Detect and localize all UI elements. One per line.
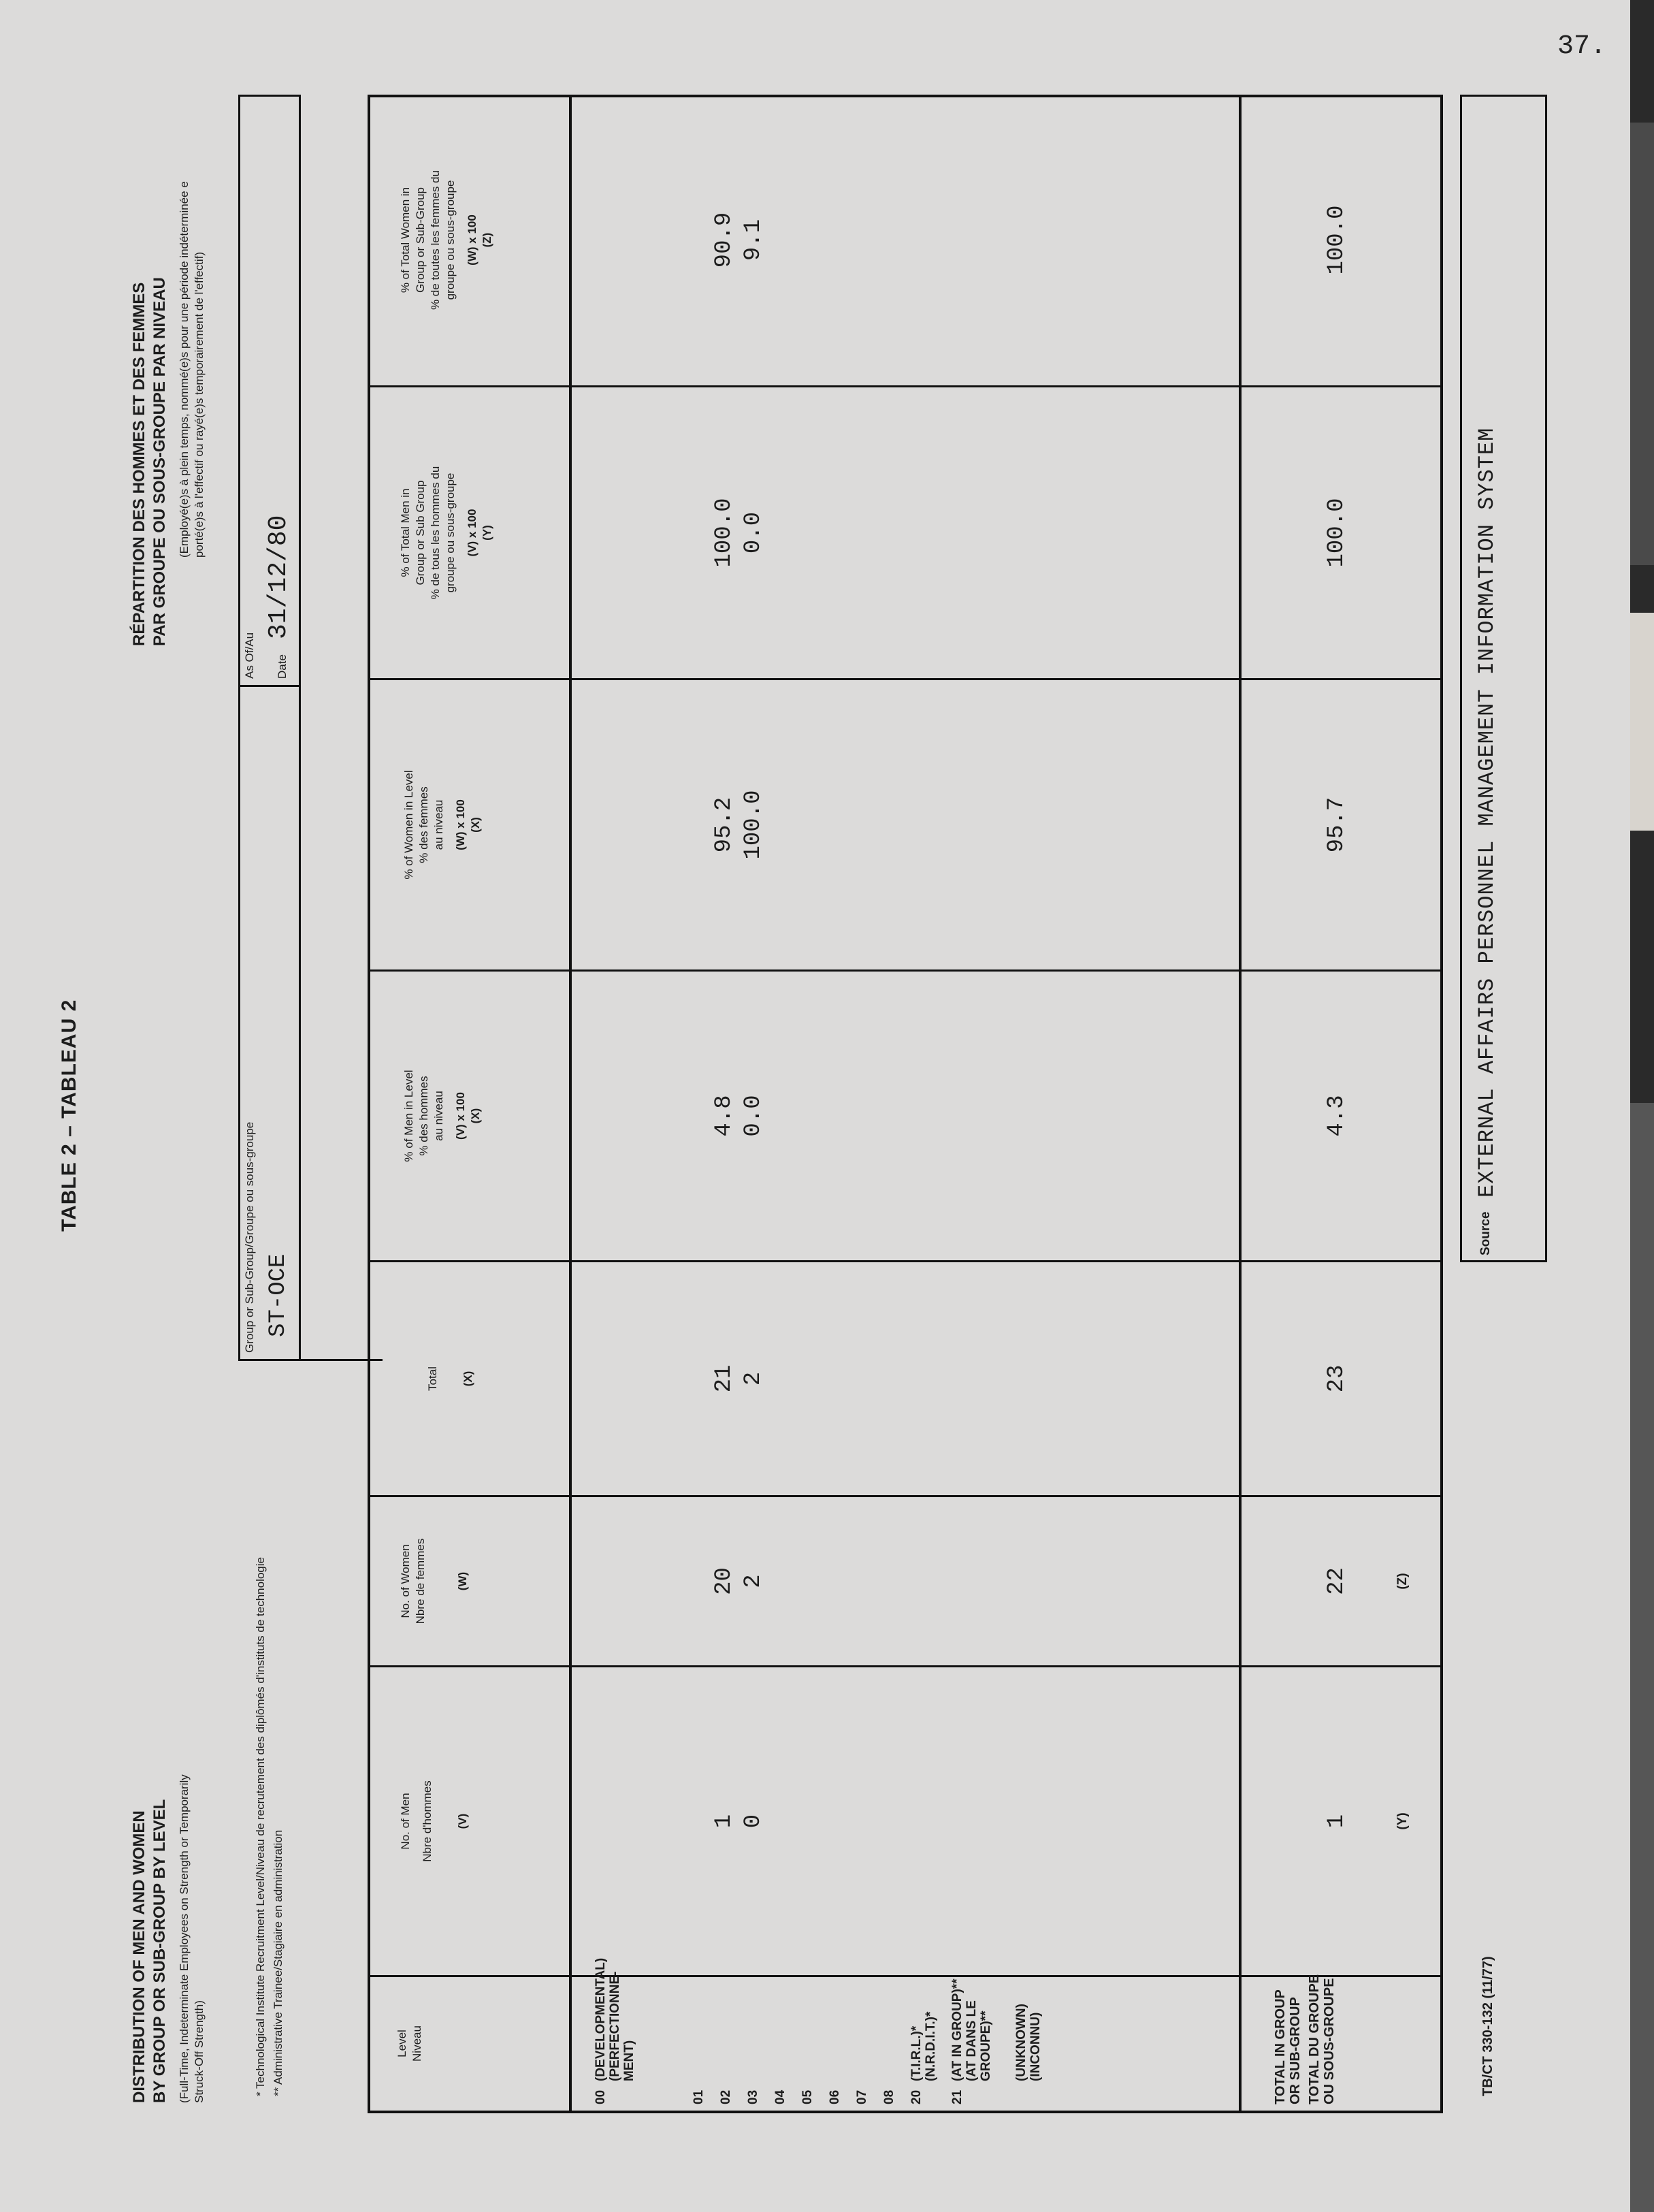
level-label: MENT) — [622, 2040, 636, 2081]
box-divider — [238, 685, 301, 687]
header-formula: (Z) — [481, 232, 493, 248]
totals-label-line: TOTAL DU GROUPE — [1307, 1974, 1322, 2104]
binder-edge — [1630, 0, 1654, 2212]
header-pct-total-men — [398, 387, 495, 678]
header-men — [398, 1667, 470, 1975]
level-label: (DEVELOPMENTAL) — [594, 1957, 608, 2081]
binder-tab-lower — [1630, 1103, 1654, 2212]
heading-en-line: BY GROUP OR SUB-GROUP BY LEVEL — [150, 1799, 169, 2103]
header-formula: (V) x 100 — [454, 1092, 467, 1140]
header-text: No. of Men — [399, 1793, 412, 1850]
subheading-fr — [177, 181, 207, 558]
level-code: 00 — [594, 2089, 608, 2104]
row03-pct-total-men: 0.0 — [741, 511, 766, 554]
total-women-letter: (Z) — [1395, 1573, 1410, 1590]
asof-label: As Of/Au — [243, 632, 256, 679]
date-label: Date — [276, 654, 289, 679]
date-value: 31/12/80 — [264, 515, 293, 639]
header-text: groupe ou sous-groupe — [444, 180, 457, 300]
form-number: TB/CT 330-132 (11/77) — [1480, 1956, 1495, 2096]
total-pct-total-men: 100.0 — [1324, 498, 1350, 568]
source-value: EXTERNAL AFFAIRS PERSONNEL MANAGEMENT INFORMATION SYSTEM — [1474, 427, 1499, 1198]
level-label: (UNKNOWN) — [1014, 2004, 1028, 2081]
level-07: 07 — [855, 2089, 869, 2104]
totals-label-line: OU SOUS-GROUPE — [1322, 1978, 1337, 2104]
level-label: (PERFECTIONNE- — [608, 1971, 622, 2081]
distribution-table — [368, 95, 1443, 2113]
total-women: 22 — [1324, 1567, 1350, 1595]
column-divider — [368, 678, 1443, 680]
level-20 — [909, 2011, 938, 2104]
level-unknown — [1014, 2004, 1043, 2081]
header-pct-women-level — [402, 680, 483, 969]
level-01: 01 — [692, 2089, 706, 2104]
header-letter: (W) — [456, 1571, 469, 1591]
level-04: 04 — [773, 2089, 788, 2104]
source-box — [1460, 95, 1547, 1262]
header-text: Group or Sub-Group — [414, 187, 427, 293]
row02-pct-women-level: 95.2 — [711, 797, 737, 853]
footnote-at: ** Administrative Trainee/Stagiaire en administration — [272, 1829, 285, 2096]
column-divider — [368, 1495, 1443, 1497]
level-02: 02 — [719, 2089, 733, 2104]
header-text: % of Total Men in — [399, 488, 412, 577]
header-text: Level — [395, 2030, 408, 2057]
column-divider — [368, 1260, 1443, 1262]
level-label: (AT IN GROUP)** — [950, 1978, 964, 2081]
header-text: Nbre d'hommes — [421, 1780, 434, 1862]
total-pct-women-level: 95.7 — [1324, 797, 1350, 853]
header-text: Niveau — [410, 2025, 423, 2062]
row02-pct-total-men: 100.0 — [711, 498, 737, 568]
header-level — [395, 1977, 425, 2110]
heading-en-line: DISTRIBUTION OF MEN AND WOMEN — [130, 1810, 148, 2103]
level-code: 20 — [909, 2089, 924, 2104]
heading-en — [129, 1799, 170, 2103]
level-label: (AT DANS LE — [964, 2000, 979, 2081]
header-women — [398, 1497, 470, 1665]
header-text: % de tous les hommes du — [429, 466, 442, 600]
total-men: 1 — [1324, 1814, 1350, 1829]
subheading-fr-line: porté(e)s à l'effectif ou rayé(e)s temporairement de l'effectif) — [193, 251, 206, 558]
level-code: 21 — [950, 2089, 964, 2104]
totals-label — [1273, 1974, 1337, 2104]
level-05: 05 — [800, 2089, 815, 2104]
header-text: Total — [426, 1366, 439, 1391]
level-label: (N.R.D.I.T.)* — [924, 2011, 938, 2081]
header-text: groupe ou sous-groupe — [444, 472, 457, 593]
table-title: TABLE 2 – TABLEAU 2 — [58, 999, 80, 1232]
header-letter: (V) — [456, 1813, 469, 1829]
header-divider — [569, 95, 572, 2113]
totals-label-line: OR SUB-GROUP — [1288, 1997, 1303, 2104]
header-text: % des femmes — [417, 786, 430, 863]
totals-label-line: TOTAL IN GROUP — [1273, 1989, 1288, 2104]
header-formula: (V) x 100 — [466, 509, 479, 557]
row02-women: 20 — [711, 1567, 737, 1595]
level-21 — [950, 1978, 993, 2104]
header-text: au niveau — [432, 799, 445, 850]
subheading-en-line: Struck-Off Strength) — [193, 2000, 206, 2103]
header-formula: (W) x 100 — [454, 799, 467, 850]
row02-pct-total-women: 90.9 — [711, 212, 737, 268]
totals-divider — [1239, 95, 1242, 2113]
header-text: au niveau — [432, 1091, 445, 1141]
header-formula: (Y) — [481, 525, 493, 541]
row03-women: 2 — [741, 1574, 766, 1588]
level-03: 03 — [746, 2089, 760, 2104]
row02-men: 1 — [711, 1814, 737, 1829]
total-total: 23 — [1324, 1364, 1350, 1393]
header-formula: (X) — [469, 817, 482, 833]
header-text: Group or Sub Group — [414, 480, 427, 586]
column-divider — [368, 1665, 1443, 1667]
subheading-en — [177, 1774, 207, 2103]
footnote-tirl: * Technological Institute Recruitment Level/Niveau de recrutement des diplômés d'instituts de technologie — [254, 1557, 267, 2096]
level-label: GROUPE)** — [979, 2010, 993, 2081]
heading-fr — [129, 277, 170, 646]
header-text: No. of Women — [399, 1544, 412, 1618]
level-label: (INCONNU) — [1028, 2012, 1043, 2081]
row03-pct-women-level: 100.0 — [741, 790, 766, 860]
subheading-fr-line: (Employé(e)s à plein temps, nommé(e)s pour une période indéterminée e — [178, 181, 191, 558]
paper-tab — [1630, 613, 1654, 831]
heading-fr-line: PAR GROUPE OU SOUS-GROUPE PAR NIVEAU — [150, 277, 169, 646]
group-value: ST-OCE — [265, 1253, 291, 1337]
level-08: 08 — [882, 2089, 896, 2104]
header-formula: (W) x 100 — [466, 214, 479, 266]
heading-fr-line: RÉPARTITION DES HOMMES ET DES FEMMES — [130, 282, 148, 646]
header-pct-total-women — [398, 95, 495, 385]
header-formula: (X) — [469, 1108, 482, 1124]
level-label: (T.I.R.L.)* — [909, 2025, 924, 2081]
header-pct-men-level — [402, 972, 483, 1260]
row03-pct-men-level: 0.0 — [741, 1095, 766, 1137]
binder-tab — [1630, 123, 1654, 565]
column-divider — [368, 969, 1443, 972]
row03-total: 2 — [741, 1371, 766, 1386]
row03-pct-total-women: 9.1 — [741, 219, 766, 261]
source-label: Source — [1478, 1211, 1493, 1255]
group-label: Group or Sub-Group/Groupe ou sous-groupe — [243, 1121, 256, 1353]
level-06: 06 — [828, 2089, 842, 2104]
header-text: % of Men in Level — [402, 1070, 415, 1162]
header-letter: (X) — [461, 1371, 474, 1387]
subheading-en-line: (Full-Time, Indeterminate Employees on Strength or Temporarily — [178, 1774, 191, 2103]
header-text: % of Total Women in — [399, 187, 412, 293]
total-men-letter: (Y) — [1395, 1812, 1410, 1830]
header-total — [425, 1262, 476, 1495]
row02-total: 21 — [711, 1364, 737, 1393]
column-divider — [368, 385, 1443, 387]
header-text: Nbre de femmes — [414, 1538, 427, 1624]
total-pct-total-women: 100.0 — [1324, 205, 1350, 275]
header-text: % de toutes les femmes du — [429, 170, 442, 310]
row02-pct-men-level: 4.8 — [711, 1095, 737, 1137]
level-00 — [594, 1957, 636, 2104]
header-text: % of Women in Level — [402, 770, 415, 880]
row03-men: 0 — [741, 1814, 766, 1829]
total-pct-men-level: 4.3 — [1324, 1095, 1350, 1137]
header-text: % des hommes — [417, 1076, 430, 1156]
page-number: 37. — [1557, 31, 1606, 62]
